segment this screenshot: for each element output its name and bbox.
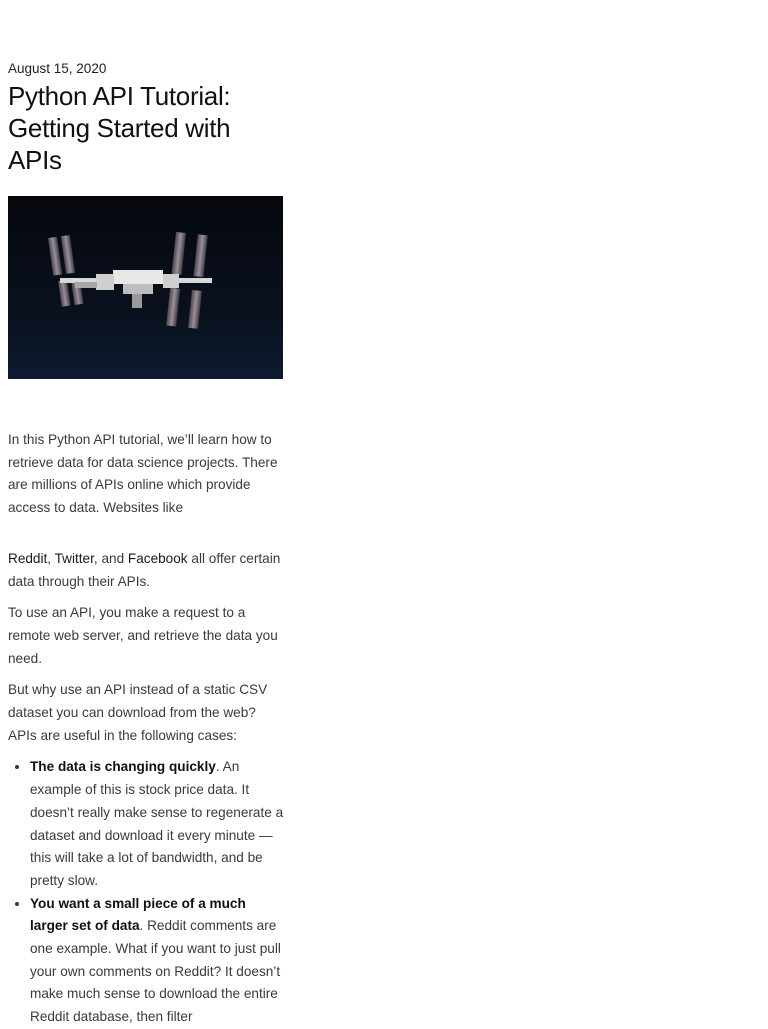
sites-paragraph [8, 548, 284, 593]
list-item [30, 893, 284, 1029]
why-paragraph: But why use an API instead of a static CSV dataset you can download from the web? APIs are useful in the following cases: [8, 682, 268, 743]
list-item [30, 756, 284, 892]
article-date: August 15, 2020 [8, 61, 107, 76]
list-item-bold: The data is changing quickly [30, 759, 216, 775]
sites-paragraph-text: all offer certain data through their APIs. [8, 550, 281, 589]
separator-text: , and [93, 550, 128, 566]
article [8, 60, 284, 1029]
list-item-text: . An example of this is stock price data. It doesn’t really make sense to regenerate a dataset and download it every minute — this will take a lot of bandwidth, and be pretty slow. [30, 759, 284, 888]
reddit-link[interactable]: Reddit [8, 550, 48, 566]
request-paragraph: To use an API, you make a request to a remote web server, and retrieve the data you need. [8, 605, 278, 666]
intro-paragraph: In this Python API tutorial, we’ll learn how to retrieve data for data science projects. There are millions of APIs online which provide access to data. Websites like [8, 432, 278, 516]
space-station-image [8, 196, 283, 379]
use-case-list [8, 756, 284, 1028]
facebook-link[interactable]: Facebook [127, 550, 188, 566]
list-item-text: . Reddit comments are one example. What if you want to just pull your own comments on Reddit? It doesn’t make much sense to download the entire Reddit database, then filter [30, 918, 281, 1025]
article-title: Python API Tutorial: Getting Started with APIs [8, 81, 231, 175]
separator-text: , [47, 550, 55, 566]
twitter-link[interactable]: Twitter [54, 550, 94, 566]
list-item-bold: You want a small piece of a much larger set of data [30, 895, 246, 934]
